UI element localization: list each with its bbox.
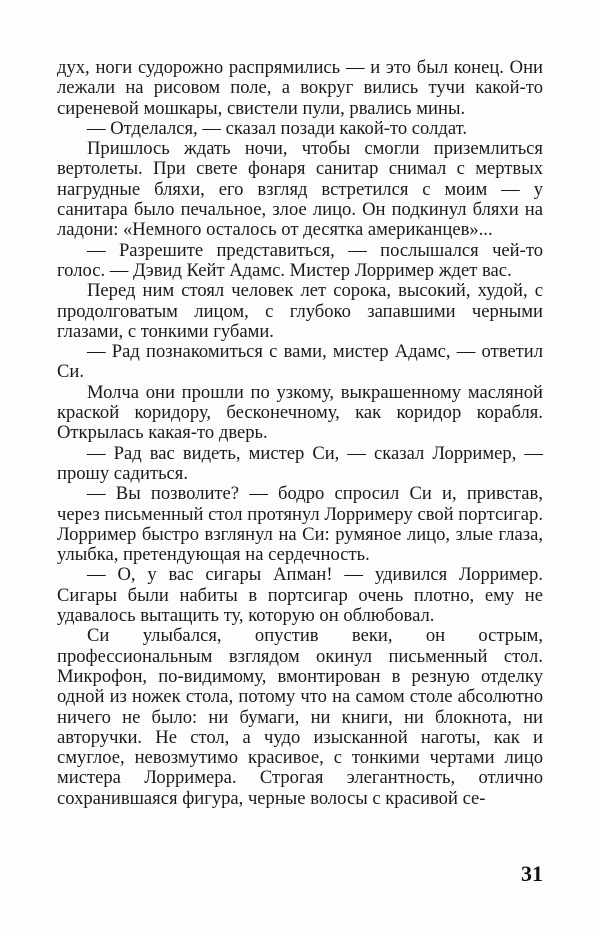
- paragraph-7: Молча они прошли по узкому, выкрашенному масляной краской коридору, бесконечному, как коридор корабля. Открылась какая-то дверь.: [57, 381, 543, 444]
- page-body-text: [57, 58, 543, 809]
- paragraph-3: Пришлось ждать ночи, чтобы смогли приземлиться вертолеты. При свете фонаря санитар снимал с мертвых нагрудные бляхи, его взгляд встретился с моим — у санитара было печальное, злое лицо. Он подкинул бляхи на ладони: «Немного осталось от десятка американцев»...: [57, 138, 543, 241]
- paragraph-2: — Отделался, — сказал позади какой-то солдат.: [87, 117, 467, 139]
- paragraph-5: Перед ним стоял человек лет сорока, высокий, худой, с продолговатым лицом, с глубоко запавшими черными глазами, с тонкими губами.: [57, 280, 543, 342]
- paragraph-11: Си улыбался, опустив веки, он острым, профессиональным взглядом окинул письменный стол. Микрофон, по-видимому, вмонтирован в резную отделку одной из ножек стола, потому что на самом столе абсолютно ничего не было: ни бумаги, ни книги, ни блокнота, ни авторучки. Не стол, а чудо изысканной наготы, как и смуглое, невозмутимо красивое, с тонкими чертами лицо мистера Лорримера. Строгая элегантность, отлично сохранившаяся фигура, черные волосы с красивой се-: [57, 625, 543, 809]
- paragraph-4: — Разрешите представиться, — послышался чей-то голос. — Дэвид Кейт Адамс. Мистер Лорример ждет вас.: [57, 239, 543, 281]
- paragraph-9: — Вы позволите? — бодро спросил Си и, привстав, через письменный стол протянул Лорримеру свой портсигар. Лорример быстро взглянул на Си: румяное лицо, злые глаза, улыбка, претендующая на сердечность.: [57, 483, 543, 566]
- paragraph-10: — О, у вас сигары Апман! — удивился Лорример. Сигары были набиты в портсигар очень плотно, ему не удавалось вытащить ту, которую он облюбовал.: [57, 564, 543, 627]
- paragraph-1: дух, ноги судорожно распрямились — и это был конец. Они лежали на рисовом поле, а вокруг вились тучи какой-то сиреневой мошкары, свистели пули, рвались мины.: [57, 57, 543, 119]
- page-number: 31: [521, 861, 543, 886]
- paragraph-6: — Рад познакомиться с вами, мистер Адамс, — ответил Си.: [57, 341, 543, 383]
- paragraph-8: — Рад вас видеть, мистер Си, — сказал Лорример, — прошу садиться.: [57, 442, 543, 484]
